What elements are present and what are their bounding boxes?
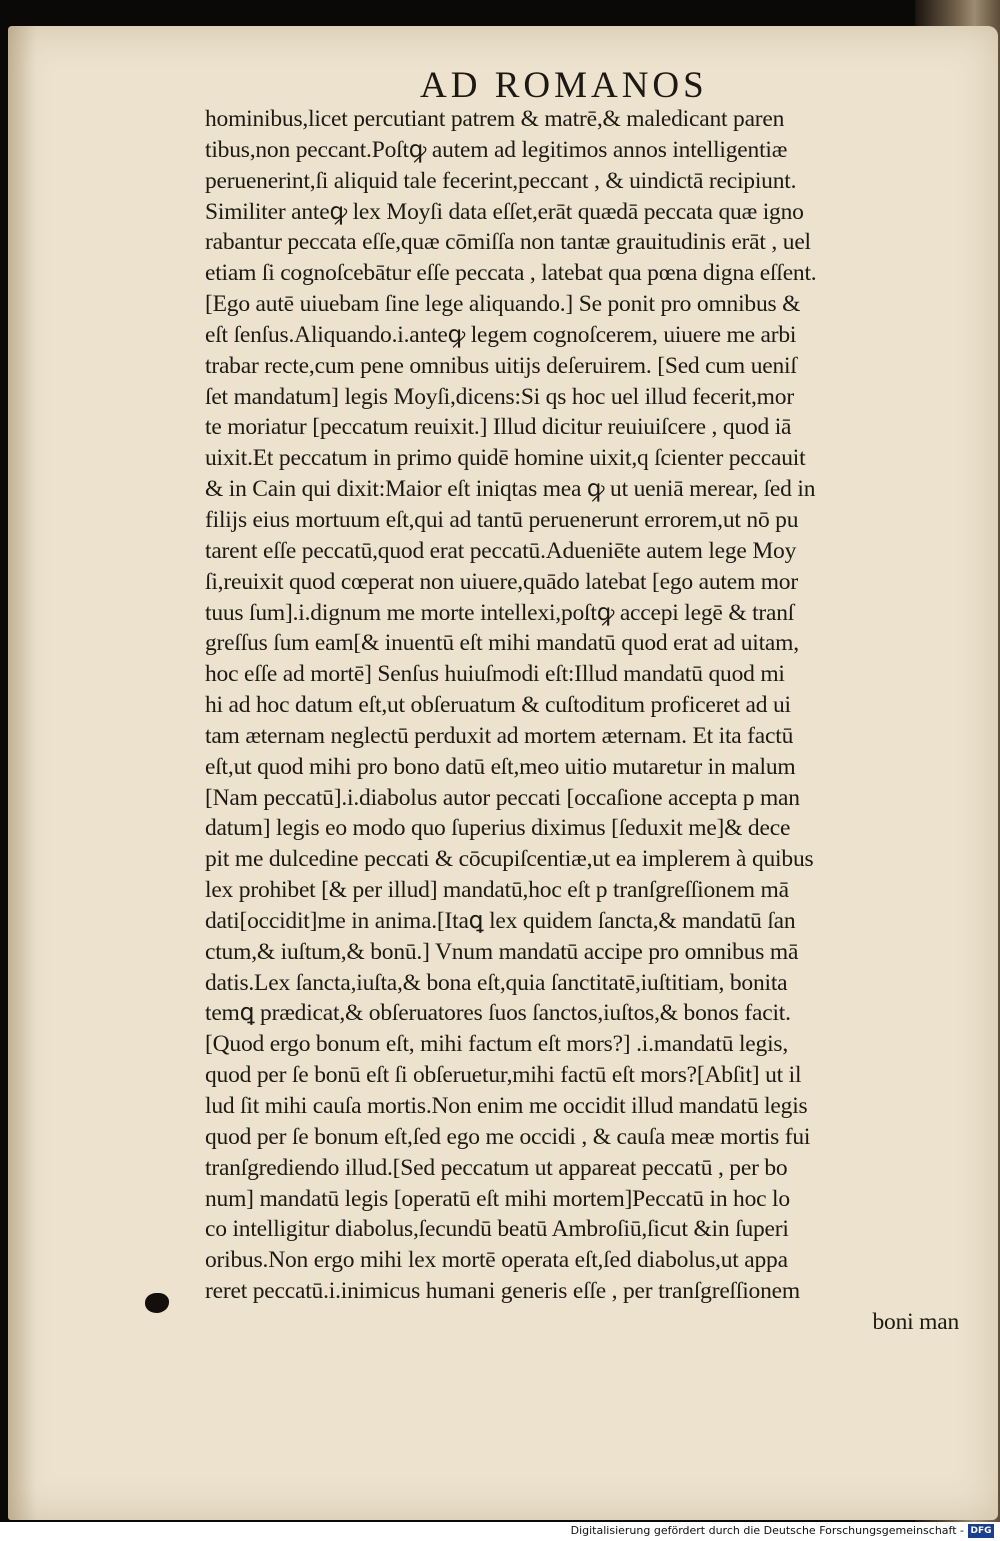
text-block <box>205 104 963 1338</box>
text-line: filijs eius mortuum eſt,qui ad tantū peruenerunt errorem,ut nō pu <box>205 506 799 533</box>
text-line: quod per ſe bonum eſt,ſed ego me occidi , & cauſa meæ mortis fui <box>205 1123 811 1150</box>
footer-bar <box>0 1522 1000 1541</box>
text-line: & in Cain qui dixit:Maior eſt iniqtas mea ꝙ ut ueniā merear, ſed in <box>205 476 816 503</box>
text-line: tibus,non peccant.Poſtꝙ autem ad legitimos annos intelligentiæ <box>205 136 788 163</box>
text-line: reret peccatū.i.inimicus humani generis eſſe , per tranſgreſſionem <box>205 1278 800 1305</box>
text-line: eſt,ut quod mihi pro bono datū eſt,meo uitio mutaretur in malum <box>205 753 796 780</box>
text-line: pit me dulcedine peccati & cōcupiſcentiæ,ut ea implerem à quibus <box>205 846 814 873</box>
text-line: hoc eſſe ad mortē] Senſus huiuſmodi eſt:Illud mandatū quod mi <box>205 661 785 688</box>
catchword: boni man <box>872 1308 959 1335</box>
text-line: [Quod ergo bonum eſt, mihi factum eſt mors?] .i.mandatū legis, <box>205 1031 789 1058</box>
text-line: greſſus ſum eam[& inuentū eſt mihi mandatū quod erat ad uitam, <box>205 630 799 657</box>
text-line: trabar recte,cum pene omnibus uitijs deſeruirem. [Sed cum ueniſ <box>205 352 797 379</box>
text-line: Similiter anteꝙ lex Moyſi data eſſet,erāt quædā peccata quæ igno <box>205 198 804 225</box>
text-line: tarent eſſe peccatū,quod erat peccatū.Adueniēte autem lege Moy <box>205 537 797 564</box>
running-head: AD ROMANOS <box>420 65 708 106</box>
text-line: tranſgrediendo illud.[Sed peccatum ut appareat peccatū , per bo <box>205 1154 788 1181</box>
text-line: [Ego autē uiuebam ſine lege aliquando.] Se ponit pro omnibus & <box>205 291 801 318</box>
text-line: temꝗ prædicat,& obſeruatores ſuos ſanctos,iuſtos,& bonos facit. <box>205 1000 791 1027</box>
text-line: oribus.Non ergo mihi lex mortē operata eſt,ſed diabolus,ut appa <box>205 1247 788 1274</box>
text-line: rabantur peccata eſſe,quæ cōmiſſa non tantæ grauitudinis erāt , uel <box>205 229 811 256</box>
text-line: etiam ſi cognoſcebātur eſſe peccata , latebat qua pœna digna eſſent. <box>205 260 817 287</box>
text-line: quod per ſe bonū eſt ſi obſeruetur,mihi factū eſt mors?[Abſit] ut il <box>205 1062 802 1089</box>
text-line: lud ſit mihi cauſa mortis.Non enim me occidit illud mandatū legis <box>205 1093 808 1119</box>
text-line: eſt ſenſus.Aliquando.i.anteꝙ legem cognoſcerem, uiuere me arbi <box>205 321 797 348</box>
text-line: hi ad hoc datum eſt,ut obſeruatum & cuſtoditum proficeret ad ui <box>205 692 791 719</box>
text-line: ctum,& iuſtum,& bonū.] Vnum mandatū accipe pro omnibus mā <box>205 938 799 965</box>
text-line: [Nam peccatū].i.diabolus autor peccati [occaſione accepta p man <box>205 784 800 811</box>
text-line: ſi,reuixit quod cœperat non uiuere,quādo latebat [ego autem mor <box>205 568 798 595</box>
text-line: num] mandatū legis [operatū eſt mihi mortem]Peccatū in hoc lo <box>205 1185 790 1212</box>
digitization-credit: Digitalisierung gefördert durch die Deutsche Forschungsgemeinschaft - <box>570 1524 964 1537</box>
text-line: tam æternam neglectū perduxit ad mortem æternam. Et ita factū <box>205 722 794 749</box>
text-line: hominibus,licet percutiant patrem & matrē,& maledicant paren <box>205 106 785 132</box>
text-line: ſet mandatum] legis Moyſi,dicens:Si qs hoc uel illud fecerit,mor <box>205 383 794 410</box>
text-line: te moriatur [peccatum reuixit.] Illud dicitur reuiuiſcere , quod iā <box>205 414 792 441</box>
text-line: datis.Lex ſancta,iuſta,& bona eſt,quia ſanctitatē,iuſtitiam, bonita <box>205 969 788 996</box>
text-line: datum] legis eo modo quo ſuperius diximus [ſeduxit me]& dece <box>205 815 791 842</box>
dfg-logo: DFG <box>968 1524 994 1538</box>
text-line: uixit.Et peccatum in primo quidē homine uixit,q ſcienter peccauit <box>205 445 806 472</box>
text-line: peruenerint,ſi aliquid tale fecerint,peccant , & uindictā recipiunt. <box>205 167 797 194</box>
text-line: tuus ſum].i.dignum me morte intellexi,poſtꝙ accepi legē & tranſ <box>205 599 795 626</box>
text-line: co intelligitur diabolus,ſecundū beatū Ambroſiū,ſicut &in ſuperi <box>205 1216 789 1243</box>
text-line: dati[occidit]me in anima.[Itaꝗ lex quidem ſancta,& mandatū ſan <box>205 907 796 934</box>
text-line: lex prohibet [& per illud] mandatū,hoc eſt p tranſgreſſionem mā <box>205 877 789 904</box>
